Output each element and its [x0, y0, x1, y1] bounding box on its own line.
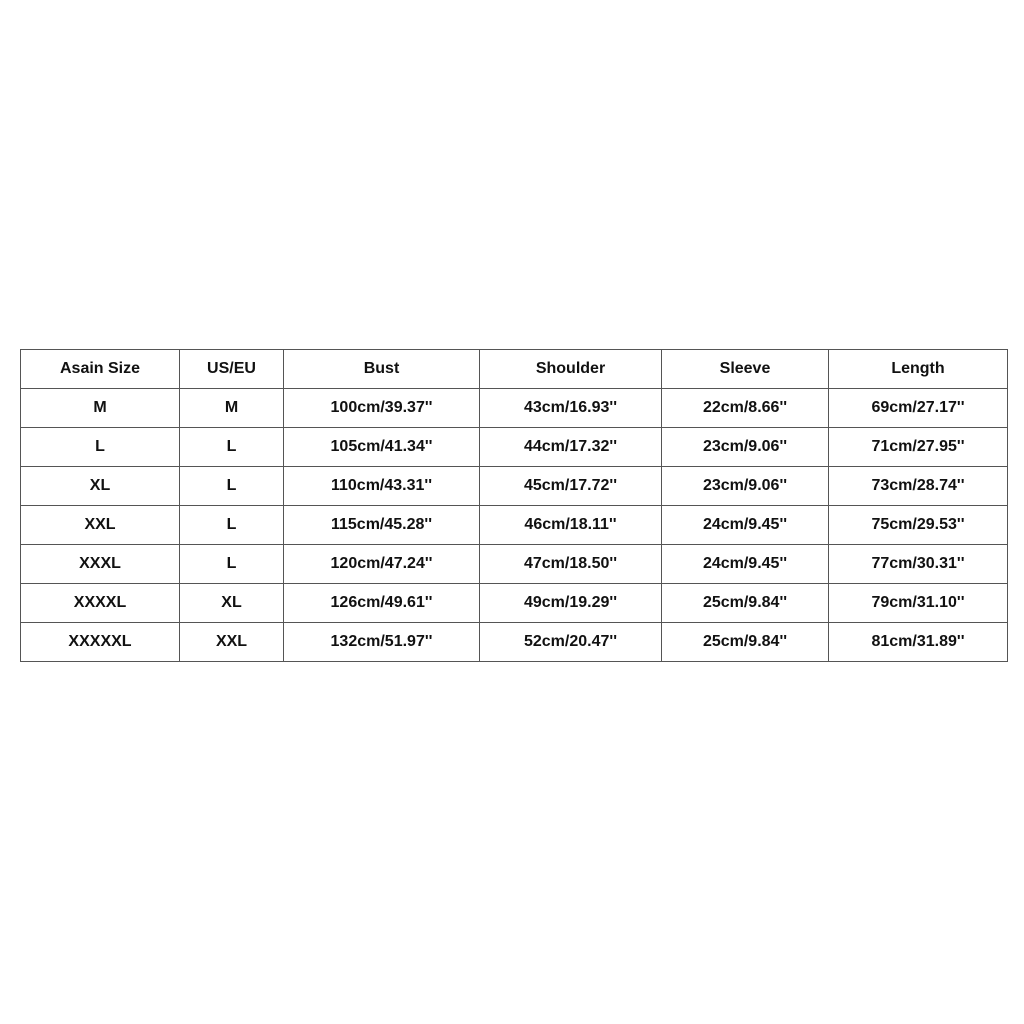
- cell-us-eu: M: [180, 389, 284, 428]
- size-chart-table: [20, 349, 1008, 662]
- cell-us-eu: XL: [180, 584, 284, 623]
- cell-length: 71cm/27.95'': [829, 428, 1008, 467]
- header-sleeve: Sleeve: [662, 350, 829, 389]
- cell-bust: 105cm/41.34'': [284, 428, 480, 467]
- cell-shoulder: 45cm/17.72'': [480, 467, 662, 506]
- table-row: [21, 389, 1008, 428]
- cell-asian-size: XXXXL: [21, 584, 180, 623]
- header-shoulder: Shoulder: [480, 350, 662, 389]
- cell-asian-size: XL: [21, 467, 180, 506]
- cell-bust: 120cm/47.24'': [284, 545, 480, 584]
- cell-asian-size: M: [21, 389, 180, 428]
- cell-length: 77cm/30.31'': [829, 545, 1008, 584]
- cell-sleeve: 25cm/9.84'': [662, 584, 829, 623]
- cell-us-eu: L: [180, 506, 284, 545]
- cell-bust: 126cm/49.61'': [284, 584, 480, 623]
- cell-shoulder: 52cm/20.47'': [480, 623, 662, 662]
- cell-bust: 110cm/43.31'': [284, 467, 480, 506]
- table-row: [21, 545, 1008, 584]
- cell-asian-size: XXL: [21, 506, 180, 545]
- cell-us-eu: XXL: [180, 623, 284, 662]
- cell-asian-size: XXXXXL: [21, 623, 180, 662]
- cell-shoulder: 44cm/17.32'': [480, 428, 662, 467]
- table-row: [21, 467, 1008, 506]
- table-row: [21, 623, 1008, 662]
- cell-shoulder: 46cm/18.11'': [480, 506, 662, 545]
- cell-length: 81cm/31.89'': [829, 623, 1008, 662]
- table-row: [21, 506, 1008, 545]
- header-length: Length: [829, 350, 1008, 389]
- cell-shoulder: 49cm/19.29'': [480, 584, 662, 623]
- header-bust: Bust: [284, 350, 480, 389]
- cell-length: 75cm/29.53'': [829, 506, 1008, 545]
- cell-sleeve: 22cm/8.66'': [662, 389, 829, 428]
- table-row: [21, 428, 1008, 467]
- cell-asian-size: L: [21, 428, 180, 467]
- header-us-eu: US/EU: [180, 350, 284, 389]
- cell-asian-size: XXXL: [21, 545, 180, 584]
- cell-bust: 132cm/51.97'': [284, 623, 480, 662]
- cell-length: 73cm/28.74'': [829, 467, 1008, 506]
- cell-bust: 115cm/45.28'': [284, 506, 480, 545]
- cell-sleeve: 24cm/9.45'': [662, 506, 829, 545]
- cell-us-eu: L: [180, 467, 284, 506]
- header-row: [21, 350, 1008, 389]
- cell-shoulder: 43cm/16.93'': [480, 389, 662, 428]
- cell-length: 79cm/31.10'': [829, 584, 1008, 623]
- cell-shoulder: 47cm/18.50'': [480, 545, 662, 584]
- cell-sleeve: 23cm/9.06'': [662, 428, 829, 467]
- table-row: [21, 584, 1008, 623]
- cell-bust: 100cm/39.37'': [284, 389, 480, 428]
- cell-us-eu: L: [180, 428, 284, 467]
- cell-sleeve: 25cm/9.84'': [662, 623, 829, 662]
- cell-us-eu: L: [180, 545, 284, 584]
- cell-sleeve: 24cm/9.45'': [662, 545, 829, 584]
- cell-sleeve: 23cm/9.06'': [662, 467, 829, 506]
- cell-length: 69cm/27.17'': [829, 389, 1008, 428]
- header-asian-size: Asain Size: [21, 350, 180, 389]
